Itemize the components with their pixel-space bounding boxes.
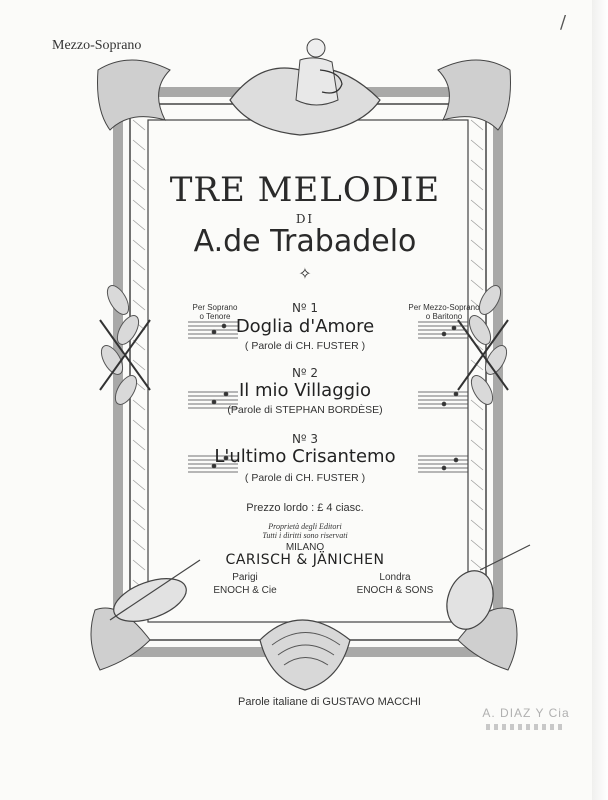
staff-2-right xyxy=(418,392,468,408)
branch-left-city: Parigi xyxy=(232,572,258,583)
composer-name: A.de Trabadelo xyxy=(193,224,417,259)
dealer-stamp-underline xyxy=(486,724,566,730)
publisher-city: MILANO xyxy=(285,542,325,553)
flourish-ornament: ✧ xyxy=(298,264,312,283)
page-title: TRE MELODIE xyxy=(169,170,441,210)
voice-right-song-1: Per Mezzo-Soprano o Baritono xyxy=(408,303,480,321)
song-1-lyrics: ( Parole di CH. FUSTER ) xyxy=(244,340,366,352)
branch-right-name: ENOCH & SONS xyxy=(356,585,434,596)
corner-mark: / xyxy=(560,12,567,33)
dealer-stamp: A. DIAZ Y Cia xyxy=(482,706,570,720)
song-2-lyrics: (Parole di STEPHAN BORDÈSE) xyxy=(227,404,383,416)
voice-label: Mezzo-Soprano xyxy=(52,38,142,53)
branch-left-name: ENOCH & Cie xyxy=(213,585,277,596)
publisher-name: CARISCH & JÄNICHEN xyxy=(225,552,385,568)
song-3-number: Nº 3 xyxy=(291,432,319,446)
song-2-number: Nº 2 xyxy=(291,366,319,380)
song-3-title: L'ultimo Crisantemo xyxy=(214,446,396,467)
branch-right-city: Londra xyxy=(379,572,411,583)
rights-notice: Proprietà degli Editori Tutti i diritti sono riservati xyxy=(262,522,348,540)
song-3-lyrics: ( Parole di CH. FUSTER ) xyxy=(244,472,366,484)
song-1-number: Nº 1 xyxy=(291,301,319,315)
staff-1-right xyxy=(418,322,468,338)
title-di: DI xyxy=(295,212,315,226)
song-2-title: Il mio Villaggio xyxy=(238,380,372,401)
lyricist-credit: Parole italiane di GUSTAVO MACCHI xyxy=(238,696,421,708)
price: Prezzo lordo : £ 4 ciasc. xyxy=(246,502,364,514)
song-1-title: Doglia d'Amore xyxy=(235,316,375,337)
staff-3-right xyxy=(418,456,468,472)
voice-left-song-1: Per Soprano o Tenore xyxy=(192,303,238,321)
